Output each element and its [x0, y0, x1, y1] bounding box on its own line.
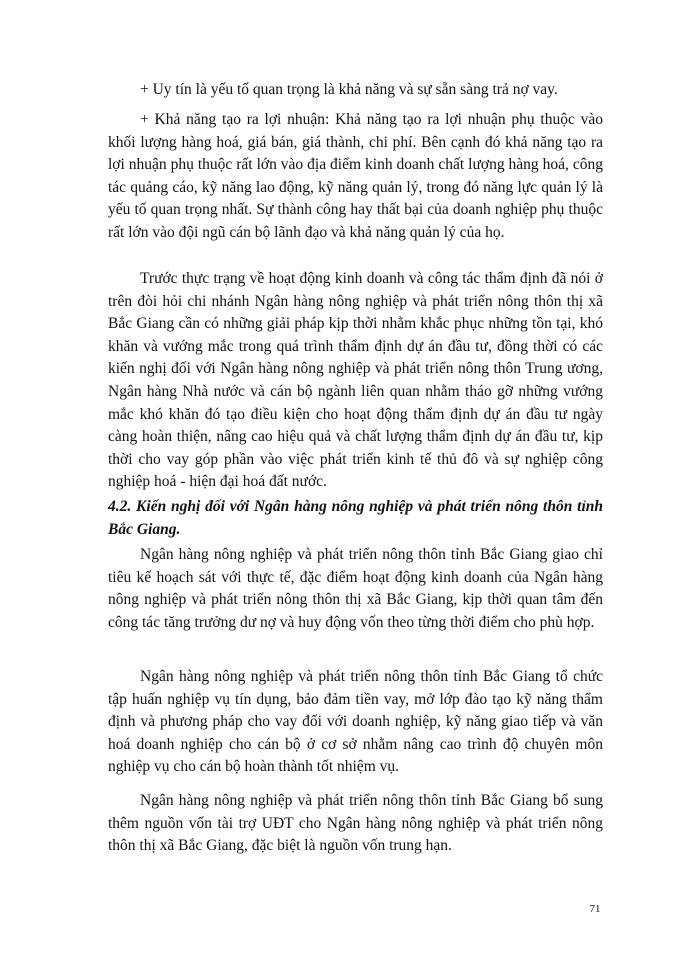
paragraph-profitability: + Khả năng tạo ra lợi nhuận: Khả năng tạo ra lợi nhuận phụ thuộc vào khối lượng hàng hoá, giá bán, giá thành, chi phí. Bên cạnh đó khả năng tạo ra lợi nhuận phụ thuộc rất lớn vào địa điểm kinh doanh chất lượng hàng hoá, công tác quảng cáo, kỹ năng lao động, kỹ năng quản lý, trong đó năng lực quản lý là yếu tố quan trọng nhất. Sự thành công hay thất bại của doanh nghiệp phụ thuộc rất lớn vào đội ngũ cán bộ lãnh đạo và khả năng quản lý của họ.	[108, 111, 603, 241]
section-heading: 4.2. Kiến nghị đối với Ngân hàng nông nghiệp và phát triển nông thôn tỉnh Bắc Giang.	[108, 498, 603, 538]
paragraph-current-situation: Trước thực trạng về hoạt động kinh doanh và công tác thẩm định đã nói ở trên đòi hỏi chi nhánh Ngân hàng nông nghiệp và phát triển nông thôn thị xã Bắc Giang cần có những giải pháp kịp thời nhằm khắc phục những tồn tại, khó khăn và vướng mắc trong quá trình thẩm định dự án đầu tư, đồng thời có các kiến nghị đối với Ngân hàng nông nghiệp và phát triển nông thôn Trung ương, Ngân hàng Nhà nước và cán bộ ngành liên quan nhằm tháo gỡ những vướng mắc khó khăn đó tạo điều kiện cho hoạt động thẩm định dự án đầu tư ngày càng hoàn thiện, nâng cao hiệu quả và chất lượng thẩm định dự án đầu tư, kịp thời cho vay góp phần vào việc phát triển kinh tế thủ đô và sự nghiệp công nghiệp hoá - hiện đại hoá đất nước.	[108, 270, 603, 491]
paragraph-training: Ngân hàng nông nghiệp và phát triển nông thôn tỉnh Bắc Giang tổ chức tập huấn nghiệp vụ tín dụng, bảo đảm tiền vay, mở lớp đào tạo kỹ năng thẩm định và phương pháp cho vay đối với doanh nghiệp, kỹ năng giao tiếp và văn hoá doanh nghiệp cho cán bộ ở cơ sở nhằm nâng cao trình độ chuyên môn nghiệp vụ cho cán bộ hoàn thành tốt nhiệm vụ.	[108, 668, 603, 776]
paragraph-plan-targets: Ngân hàng nông nghiệp và phát triển nông thôn tỉnh Bắc Giang giao chỉ tiêu kế hoạch sát với thực tế, đặc điểm hoạt động kinh doanh của Ngân hàng nông nghiệp và phát triển nông thôn thị xã Bắc Giang, kịp thời quan tâm đến công tác tăng trưởng dư nợ và huy động vốn theo từng thời điểm cho phù hợp.	[108, 546, 603, 631]
paragraph-funding: Ngân hàng nông nghiệp và phát triển nông thôn tỉnh Bắc Giang bổ sung thêm nguồn vốn tài trợ UĐT cho Ngân hàng nông nghiệp và phát triển nông thôn thị xã Bắc Giang, đặc biệt là nguồn vốn trung hạn.	[108, 792, 603, 855]
page-number: 71	[589, 903, 601, 915]
paragraph-credibility: + Uy tín là yếu tố quan trọng là khả năng và sự sẵn sàng trả nợ vay.	[140, 81, 558, 98]
